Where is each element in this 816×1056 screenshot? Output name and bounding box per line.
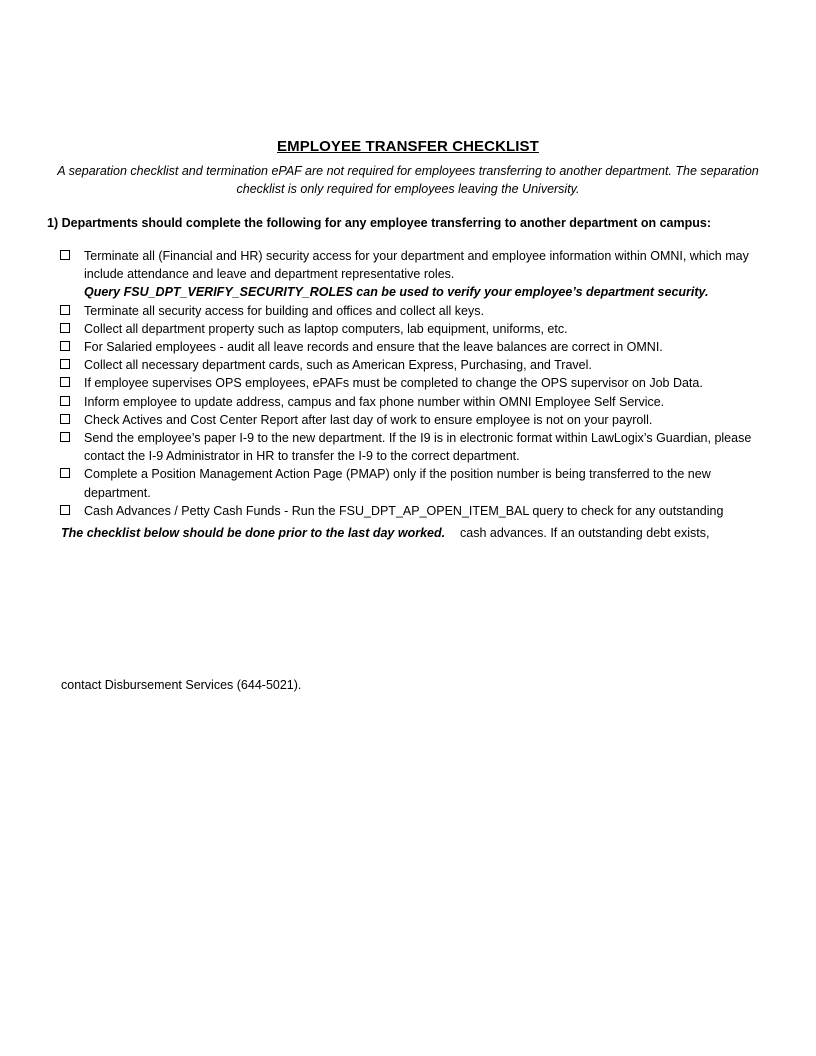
checkbox[interactable] <box>60 414 70 424</box>
checklist-item-text: Complete a Position Management Action Page (PMAP) only if the position number is being transferred to the new department. <box>84 467 711 500</box>
checklist-item-text: Collect all necessary department cards, such as American Express, Purchasing, and Travel. <box>84 358 592 373</box>
checkbox[interactable] <box>60 505 70 515</box>
checklist-item-note: Query FSU_DPT_VERIFY_SECURITY_ROLES can be used to verify your employee’s department security. <box>84 285 709 300</box>
section-heading: 1) Departments should complete the following for any employee transferring to another department on campus: <box>47 216 711 230</box>
checkbox[interactable] <box>60 305 70 315</box>
checklist-item <box>58 393 770 411</box>
checkbox[interactable] <box>60 359 70 369</box>
checklist-item <box>58 502 770 520</box>
cash-advance-continuation: cash advances. If an outstanding debt exists, <box>460 526 710 540</box>
checklist-item <box>58 247 770 302</box>
checklist-item-text: Collect all department property such as laptop computers, lab equipment, uniforms, etc. <box>84 321 568 336</box>
checklist-item-text: For Salaried employees - audit all leave records and ensure that the leave balances are correct in OMNI. <box>84 340 663 355</box>
checklist-item <box>58 320 770 338</box>
transfer-checklist <box>58 247 770 520</box>
checklist-item-text: If employee supervises OPS employees, ePAFs must be completed to change the OPS supervisor on Job Data. <box>84 376 703 391</box>
checkbox[interactable] <box>60 432 70 442</box>
checkbox[interactable] <box>60 250 70 260</box>
checklist-item <box>58 411 770 429</box>
checkbox[interactable] <box>60 323 70 333</box>
checklist-item-text: Send the employee’s paper I-9 to the new department. If the I9 is in electronic format within LawLogix’s Guardian, please contact the I-9 Administrator in HR to transfer the I-9 to the correct department. <box>84 431 752 464</box>
checkbox[interactable] <box>60 468 70 478</box>
checklist-item-text: Terminate all security access for building and offices and collect all keys. <box>84 303 484 318</box>
disbursement-contact: contact Disbursement Services (644-5021). <box>61 678 302 692</box>
checklist-item <box>58 302 770 320</box>
checklist-item-text: Inform employee to update address, campus and fax phone number within OMNI Employee Self Service. <box>84 394 665 409</box>
checklist-item <box>58 429 770 465</box>
checkbox[interactable] <box>60 396 70 406</box>
checklist-item <box>58 465 770 501</box>
checkbox[interactable] <box>60 341 70 351</box>
checkbox[interactable] <box>60 377 70 387</box>
checklist-item-text: Check Actives and Cost Center Report after last day of work to ensure employee is not on your payroll. <box>84 412 653 427</box>
checklist-item-text: Terminate all (Financial and HR) security access for your department and employee information within OMNI, which may include attendance and leave and department representative roles. <box>84 249 749 282</box>
checklist-item-text: Cash Advances / Petty Cash Funds - Run the FSU_DPT_AP_OPEN_ITEM_BAL query to check for any outstanding <box>84 503 724 518</box>
checklist-item <box>58 338 770 356</box>
document-subtitle: A separation checklist and termination ePAF are not required for employees transferring to another department. The separation checklist is only required for employees leaving the University. <box>57 164 759 196</box>
checklist-item <box>58 356 770 374</box>
document-title: EMPLOYEE TRANSFER CHECKLIST <box>277 138 539 155</box>
checklist-item <box>58 374 770 392</box>
last-day-reminder: The checklist below should be done prior to the last day worked. <box>61 526 446 540</box>
